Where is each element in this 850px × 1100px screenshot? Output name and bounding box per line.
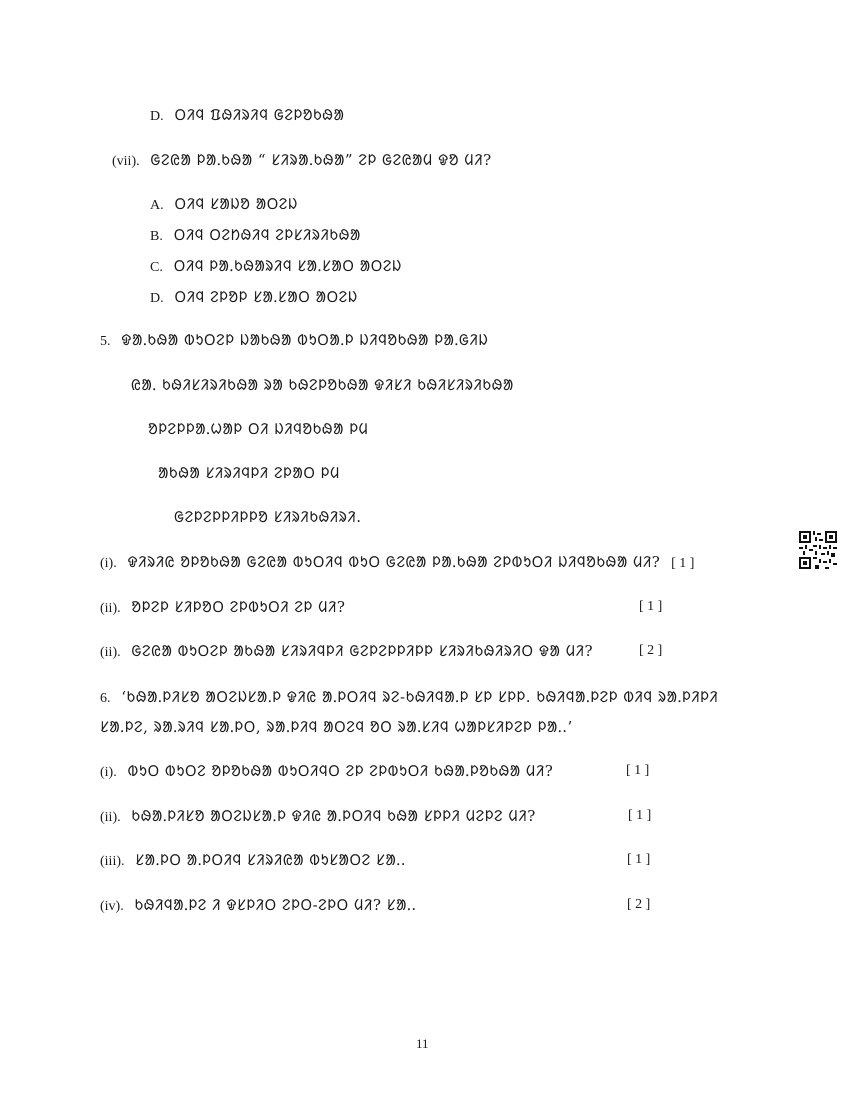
poem-line-2 bbox=[148, 418, 368, 440]
marks: [ 1 ] bbox=[627, 852, 651, 867]
question-label: (ii). bbox=[100, 645, 121, 660]
poem-text: ᱜᱮᱞᱮᱞᱞᱤᱞᱞᱚ ᱥᱤᱨᱤᱠᱷᱤᱨᱤ. bbox=[174, 508, 362, 526]
question-label: (iv). bbox=[100, 899, 124, 914]
option-c bbox=[150, 255, 402, 279]
option-label: D. bbox=[150, 109, 164, 124]
question-label: (i). bbox=[100, 765, 117, 780]
option-text: ᱛᱤᱧ ᱞᱟᱹᱠᱷᱟᱨᱤᱧ ᱥᱟᱹᱥᱟᱛ ᱟᱛᱮᱡ bbox=[173, 257, 402, 275]
option-label: D. bbox=[150, 291, 164, 306]
poem-line-4 bbox=[174, 506, 362, 528]
option-text: ᱛᱤᱧ ᱥᱟᱡᱚ ᱟᱛᱮᱡ bbox=[174, 195, 298, 213]
q6-subquestion-iii bbox=[100, 849, 406, 873]
marks: [ 1 ] bbox=[628, 808, 652, 823]
question-label: (vii). bbox=[112, 154, 140, 169]
question-label: (iii). bbox=[100, 854, 125, 869]
poem-text: ᱚᱞᱮᱞᱞᱟᱹᱦᱟᱞ ᱛᱤ ᱡᱤᱧᱚᱠᱷᱟ ᱞᱢ bbox=[148, 420, 369, 438]
poem-line-1 bbox=[131, 374, 514, 396]
question-5-intro bbox=[100, 329, 488, 353]
question-text: ᱥᱟᱹᱞᱛ ᱟᱹᱞᱛᱤᱧ ᱥᱤᱨᱤᱭᱟ ᱵᱩᱥᱟᱛᱮ ᱥᱟᱹ. bbox=[135, 851, 406, 869]
paragraph-text: ‘ᱠᱷᱟᱹᱞᱤᱥᱚ ᱟᱛᱮᱡᱥᱟᱹᱞ ᱫᱤᱭ ᱟᱹᱞᱛᱤᱧ ᱨᱮ-ᱠᱷᱤᱧᱟᱹᱞ ᱥᱞ ᱥᱞᱞ. ᱠᱷᱤᱧᱟᱹᱞᱮᱞ ᱵᱤᱧ ᱨᱟᱹᱞᱤᱞᱤ bbox=[121, 688, 719, 706]
poem-line-3 bbox=[158, 462, 340, 484]
marks: [ 2 ] bbox=[639, 643, 663, 658]
q5-subquestion-iii bbox=[100, 640, 593, 664]
question-text: ᱵᱩᱛ ᱵᱩᱛᱮ ᱚᱞᱚᱠᱷᱟ ᱵᱩᱛᱤᱧᱛ ᱮᱞ ᱮᱞᱵᱩᱛᱤ ᱠᱷᱟᱹᱞᱚᱠᱷᱟ ᱢᱤ? bbox=[127, 762, 554, 780]
question-number: 5. bbox=[100, 334, 111, 349]
question-label: (i). bbox=[100, 556, 117, 571]
option-a bbox=[150, 193, 298, 217]
option-text: ᱛᱤᱧ ᱯᱷᱤᱨᱤᱧ ᱜᱮᱞᱚᱠᱷᱟ bbox=[174, 106, 345, 124]
question-vii bbox=[112, 149, 492, 173]
question-text: ᱫᱤᱨᱤᱭ ᱚᱞᱚᱠᱷᱟ ᱜᱮᱭᱟ ᱵᱩᱛᱤᱧ ᱵᱩᱛ ᱜᱮᱭᱟ ᱞᱟᱹᱠᱷᱟ ᱮᱞᱵᱩᱛᱤ ᱡᱤᱧᱚᱠᱷᱟ ᱢᱤ? bbox=[127, 553, 661, 571]
question-text: ᱠᱷᱤᱧᱟᱹᱞᱮ ᱤ ᱫᱥᱞᱤᱛ ᱮᱞᱛ-ᱮᱞᱛ ᱢᱤ? ᱥᱟᱹ. bbox=[134, 896, 417, 914]
q6-subquestion-ii bbox=[100, 805, 536, 829]
paragraph-text: ᱥᱟᱹᱞᱮ, ᱨᱟᱹᱨᱤᱧ ᱥᱟᱹᱞᱛ, ᱨᱟᱹᱞᱤᱧ ᱟᱛᱮᱧ ᱚᱛ ᱨᱟᱹᱥᱤᱧ ᱦᱟᱞᱥᱤᱞᱮᱞ ᱞᱟᱹ.’ bbox=[100, 718, 573, 736]
page-number: 11 bbox=[416, 1036, 429, 1051]
q6-paragraph-line-1 bbox=[100, 686, 718, 710]
option-label: C. bbox=[150, 260, 163, 275]
q6-subquestion-iv bbox=[100, 894, 417, 918]
option-text: ᱛᱤᱧ ᱮᱞᱚᱞ ᱥᱟᱹᱥᱟᱛ ᱟᱛᱮᱡ bbox=[174, 288, 358, 306]
question-text: ᱫᱟᱹᱠᱷᱟ ᱵᱩᱛᱮᱞ ᱡᱟᱠᱷᱟ ᱵᱩᱛᱟᱹᱞ ᱡᱤᱧᱚᱠᱷᱟ ᱞᱟᱹᱜᱤᱡ bbox=[121, 331, 489, 349]
option-label: A. bbox=[150, 198, 164, 213]
option-d bbox=[150, 286, 358, 310]
marks: [ 2 ] bbox=[627, 897, 651, 912]
question-label: (ii). bbox=[100, 601, 121, 616]
q5-subquestion-i bbox=[100, 551, 700, 575]
marks: [ 1 ] bbox=[639, 599, 663, 614]
question-text: ᱠᱷᱟᱹᱞᱤᱥᱚ ᱟᱛᱮᱡᱥᱟᱹᱞ ᱫᱤᱭ ᱟᱹᱞᱛᱤᱧ ᱠᱷᱟ ᱥᱞᱞᱤ ᱢᱮᱞᱮ ᱢᱤ? bbox=[131, 807, 536, 825]
question-text: ᱜᱮᱭᱟ ᱞᱟᱹᱠᱷᱟ “ ᱥᱤᱨᱟᱹᱠᱷᱟ” ᱮᱞ ᱜᱮᱭᱟᱢ ᱫᱚ ᱢᱤ? bbox=[150, 151, 492, 169]
q6-subquestion-i bbox=[100, 760, 553, 784]
poem-text: ᱭᱟᱹ ᱠᱷᱤᱥᱤᱨᱤᱠᱷᱟ ᱨᱟ ᱠᱷᱮᱞᱚᱠᱷᱟ ᱫᱤᱥᱤ ᱠᱷᱤᱥᱤᱨᱤᱠᱷᱟ bbox=[131, 376, 514, 394]
q5-subquestion-ii bbox=[100, 596, 345, 620]
question-text: ᱚᱞᱮᱞ ᱥᱤᱞᱚᱛ ᱮᱞᱵᱩᱛᱤ ᱮᱞ ᱢᱤ? bbox=[131, 598, 346, 616]
marks: [ 1 ] bbox=[626, 763, 650, 778]
option-text: ᱛᱤᱧ ᱛᱮᱴᱷᱤᱧ ᱮᱞᱥᱤᱨᱤᱠᱷᱟ bbox=[173, 226, 361, 244]
poem-text: ᱟᱠᱷᱟ ᱥᱤᱨᱤᱧᱞᱤ ᱮᱞᱟᱛ ᱞᱢ bbox=[158, 464, 340, 482]
q4-option-d bbox=[150, 104, 344, 128]
qr-code-icon bbox=[799, 531, 837, 569]
question-label: (ii). bbox=[100, 810, 121, 825]
question-number: 6. bbox=[100, 691, 111, 706]
question-text: ᱜᱮᱭᱟ ᱵᱩᱛᱮᱞ ᱟᱠᱷᱟ ᱥᱤᱨᱤᱧᱞᱤ ᱜᱮᱞᱮᱞᱞᱤᱞᱞ ᱥᱤᱨᱤᱠᱷᱤᱨᱤᱛ ᱫᱟ ᱢᱤ? bbox=[131, 642, 594, 660]
marks: [ 1 ] bbox=[671, 556, 695, 571]
q6-paragraph-line-2 bbox=[100, 716, 573, 738]
option-label: B. bbox=[150, 229, 163, 244]
option-b bbox=[150, 224, 361, 248]
